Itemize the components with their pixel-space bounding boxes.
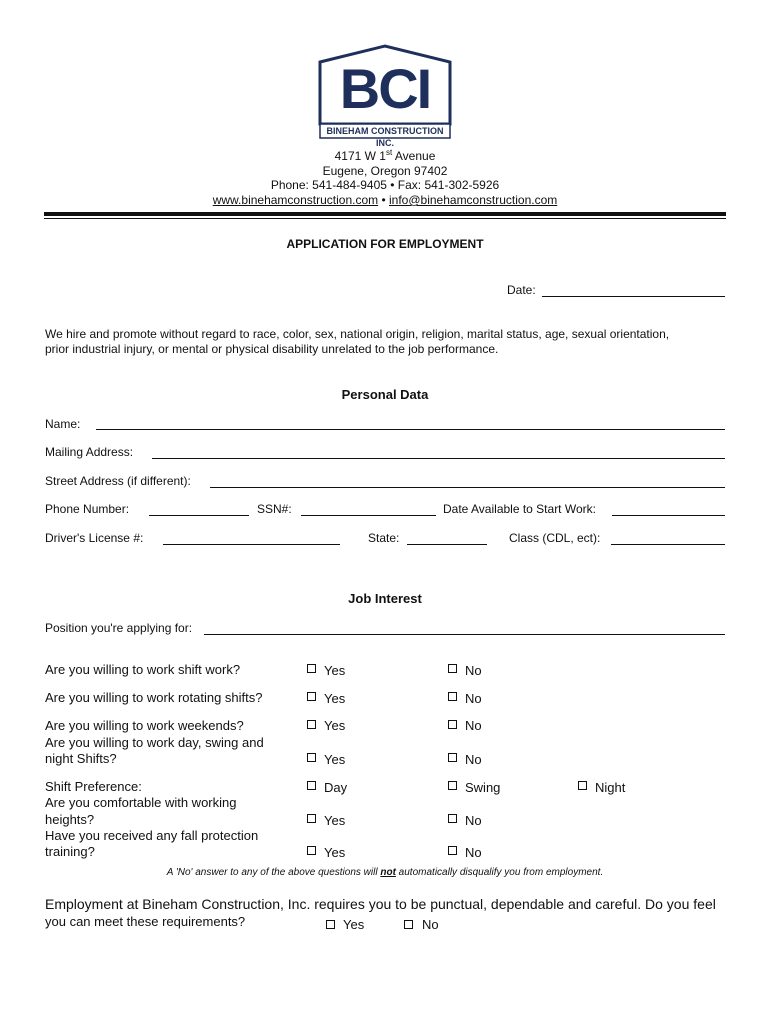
- email-link[interactable]: info@binehamconstruction.com: [389, 193, 558, 207]
- pref-night-label: Night: [595, 780, 626, 795]
- weekends-no-checkbox[interactable]: [448, 720, 457, 729]
- requirements-no-checkbox[interactable]: [404, 920, 413, 929]
- heights-no-label: No: [465, 813, 482, 828]
- heights-no-checkbox[interactable]: [448, 814, 457, 823]
- website-link[interactable]: www.binehamconstruction.com: [212, 193, 379, 207]
- fall-yes-checkbox[interactable]: [307, 846, 316, 855]
- position-label: Position you're applying for:: [45, 621, 193, 635]
- question-heights-1: Are you comfortable with working: [45, 795, 237, 810]
- drivers-license-label: Driver's License #:: [45, 531, 144, 545]
- eeo-statement-line-2: prior industrial injury, or mental or physical disability unrelated to the job performance.: [45, 342, 499, 356]
- rotating-yes-checkbox[interactable]: [307, 692, 316, 701]
- eeo-statement-line-1: We hire and promote without regard to race, color, sex, national origin, religion, marital status, age, sexual orientation,: [45, 327, 670, 341]
- rotating-no-checkbox[interactable]: [448, 692, 457, 701]
- header-divider-thin: [44, 218, 726, 219]
- ssn-field[interactable]: [301, 515, 436, 516]
- pref-night-checkbox[interactable]: [578, 781, 587, 790]
- mailing-address-label: Mailing Address:: [45, 445, 134, 459]
- name-label: Name:: [45, 417, 81, 431]
- dsn-no-checkbox[interactable]: [448, 753, 457, 762]
- ssn-label: SSN#:: [257, 502, 292, 516]
- license-class-field[interactable]: [611, 544, 725, 545]
- shift-work-yes-label: Yes: [324, 663, 346, 678]
- pref-day-label: Day: [324, 780, 348, 795]
- heights-yes-label: Yes: [324, 813, 346, 828]
- shift-work-no-label: No: [465, 663, 482, 678]
- date-field[interactable]: [542, 296, 725, 297]
- address-line-1: 4171 W 1st Avenue: [334, 148, 436, 163]
- phone-number-label: Phone Number:: [45, 502, 130, 516]
- drivers-license-field[interactable]: [163, 544, 340, 545]
- phone-fax-line: Phone: 541-484-9405 • Fax: 541-302-5926: [270, 178, 500, 192]
- question-heights-2: heights?: [45, 812, 95, 827]
- disqualify-note: A 'No' answer to any of the above questions will not automatically disqualify you from employment.: [166, 867, 604, 878]
- dsn-yes-checkbox[interactable]: [307, 753, 316, 762]
- question-rotating-shifts: Are you willing to work rotating shifts?: [45, 690, 263, 705]
- name-field[interactable]: [96, 429, 725, 430]
- question-fall-protection-1: Have you received any fall protection: [45, 828, 259, 843]
- company-logo: [316, 44, 454, 148]
- requirements-question-line-2: you can meet these requirements?: [45, 914, 246, 929]
- question-day-swing-night-1: Are you willing to work day, swing and: [45, 735, 264, 750]
- phone-number-field[interactable]: [149, 515, 249, 516]
- requirements-no-label: No: [422, 917, 439, 932]
- fall-yes-label: Yes: [324, 845, 346, 860]
- weekends-no-label: No: [465, 718, 482, 733]
- job-interest-heading: Job Interest: [348, 591, 422, 606]
- weekends-yes-checkbox[interactable]: [307, 720, 316, 729]
- state-label: State:: [368, 531, 400, 545]
- street-address-field[interactable]: [210, 487, 725, 488]
- fall-no-checkbox[interactable]: [448, 846, 457, 855]
- question-weekends: Are you willing to work weekends?: [45, 718, 244, 733]
- rotating-yes-label: Yes: [324, 691, 346, 706]
- address-line-2: Eugene, Oregon 97402: [322, 164, 448, 178]
- header-divider: [44, 212, 726, 216]
- pref-swing-checkbox[interactable]: [448, 781, 457, 790]
- license-class-label: Class (CDL, ect):: [509, 531, 601, 545]
- heights-yes-checkbox[interactable]: [307, 814, 316, 823]
- web-email-line: www.binehamconstruction.com • info@binehamconstruction.com: [212, 193, 558, 207]
- start-date-label: Date Available to Start Work:: [443, 502, 596, 516]
- pref-swing-label: Swing: [465, 780, 501, 795]
- personal-data-heading: Personal Data: [341, 387, 429, 402]
- requirements-question-line-1: Employment at Bineham Construction, Inc. requires you to be punctual, dependable and careful. Do you feel: [45, 896, 716, 912]
- form-title: APPLICATION FOR EMPLOYMENT: [286, 237, 484, 251]
- requirements-yes-label: Yes: [343, 917, 365, 932]
- shift-work-no-checkbox[interactable]: [448, 664, 457, 673]
- position-field[interactable]: [204, 634, 725, 635]
- dsn-no-label: No: [465, 752, 482, 767]
- start-date-field[interactable]: [612, 515, 725, 516]
- rotating-no-label: No: [465, 691, 482, 706]
- logo-letters: BCI: [339, 57, 431, 120]
- mailing-address-field[interactable]: [152, 458, 725, 459]
- question-shift-preference: Shift Preference:: [45, 779, 142, 794]
- shift-work-yes-checkbox[interactable]: [307, 664, 316, 673]
- fall-no-label: No: [465, 845, 482, 860]
- dsn-yes-label: Yes: [324, 752, 346, 767]
- state-field[interactable]: [407, 544, 487, 545]
- street-address-label: Street Address (if different):: [45, 474, 191, 488]
- logo-tagline: BINEHAM CONSTRUCTION INC.: [326, 126, 444, 148]
- requirements-yes-checkbox[interactable]: [326, 920, 335, 929]
- question-fall-protection-2: training?: [45, 844, 95, 859]
- question-day-swing-night-2: night Shifts?: [45, 751, 117, 766]
- pref-day-checkbox[interactable]: [307, 781, 316, 790]
- question-shift-work: Are you willing to work shift work?: [45, 662, 241, 677]
- weekends-yes-label: Yes: [324, 718, 346, 733]
- date-label: Date:: [507, 283, 536, 297]
